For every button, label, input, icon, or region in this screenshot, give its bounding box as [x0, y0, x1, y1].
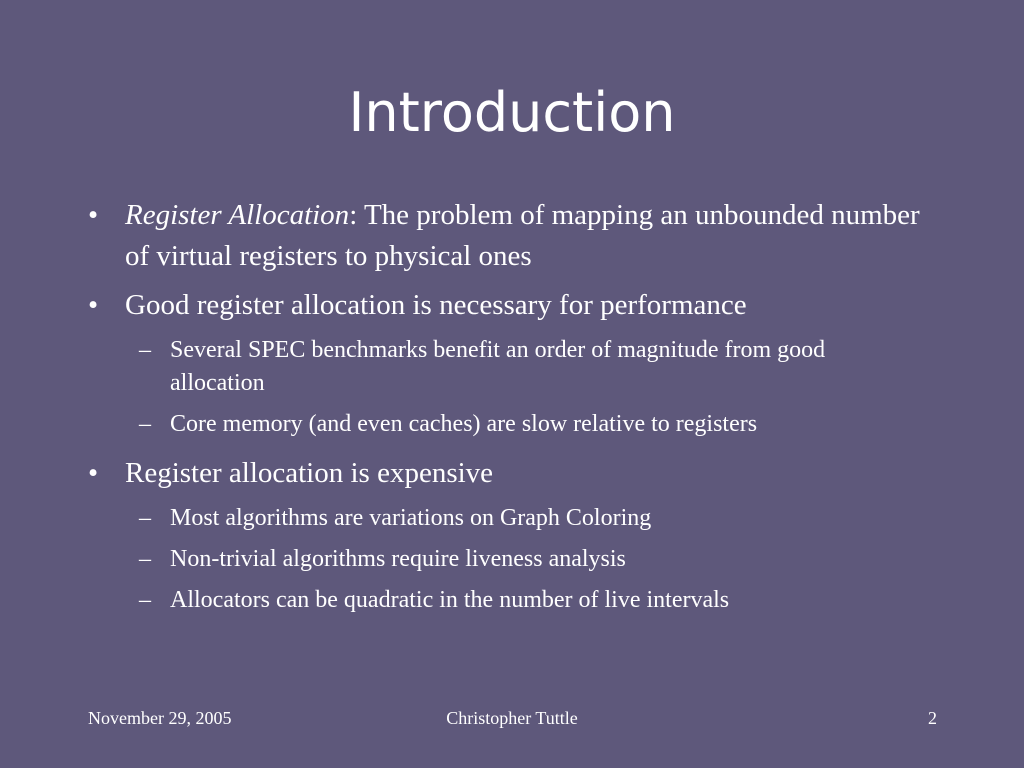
bullet-text: Good register allocation is necessary for performance [125, 289, 747, 321]
sub-bullet-text: Core memory (and even caches) are slow relative to registers [170, 411, 758, 437]
sub-bullet-text: Most algorithms are variations on Graph Coloring [170, 505, 652, 531]
footer-author: Christopher Tuttle [446, 708, 578, 728]
bullet-list [88, 195, 928, 625]
bullet-marker: • [88, 457, 99, 489]
bullet-marker: • [88, 289, 99, 321]
slide-title: Introduction [348, 81, 676, 144]
sub-bullet-text: Several SPEC benchmarks benefit an order of magnitude from good allocation [170, 337, 826, 396]
bullet-text: Register allocation is expensive [125, 457, 494, 489]
dash-marker: – [139, 505, 151, 531]
bullet-text: : The problem of mapping an unbounded number of virtual registers to physical ones [125, 199, 920, 272]
sub-bullet-item [88, 408, 900, 441]
sub-bullet-item [88, 334, 900, 400]
sub-bullet-item [88, 502, 900, 535]
bullet-marker: • [88, 199, 99, 231]
dash-marker: – [139, 587, 151, 613]
dash-marker: – [139, 337, 151, 363]
footer-date: November 29, 2005 [88, 708, 232, 728]
bullet-item [88, 195, 928, 277]
sub-bullet-item [88, 584, 900, 617]
bullet-item [88, 453, 928, 494]
dash-marker: – [139, 546, 151, 572]
footer-page-number: 2 [928, 708, 937, 728]
bullet-term: Register Allocation [125, 199, 350, 231]
sub-bullet-item [88, 543, 900, 576]
bullet-item [88, 285, 928, 326]
dash-marker: – [139, 411, 151, 437]
sub-bullet-text: Non-trivial algorithms require liveness analysis [170, 546, 626, 572]
sub-bullet-text: Allocators can be quadratic in the number of live intervals [170, 587, 730, 613]
